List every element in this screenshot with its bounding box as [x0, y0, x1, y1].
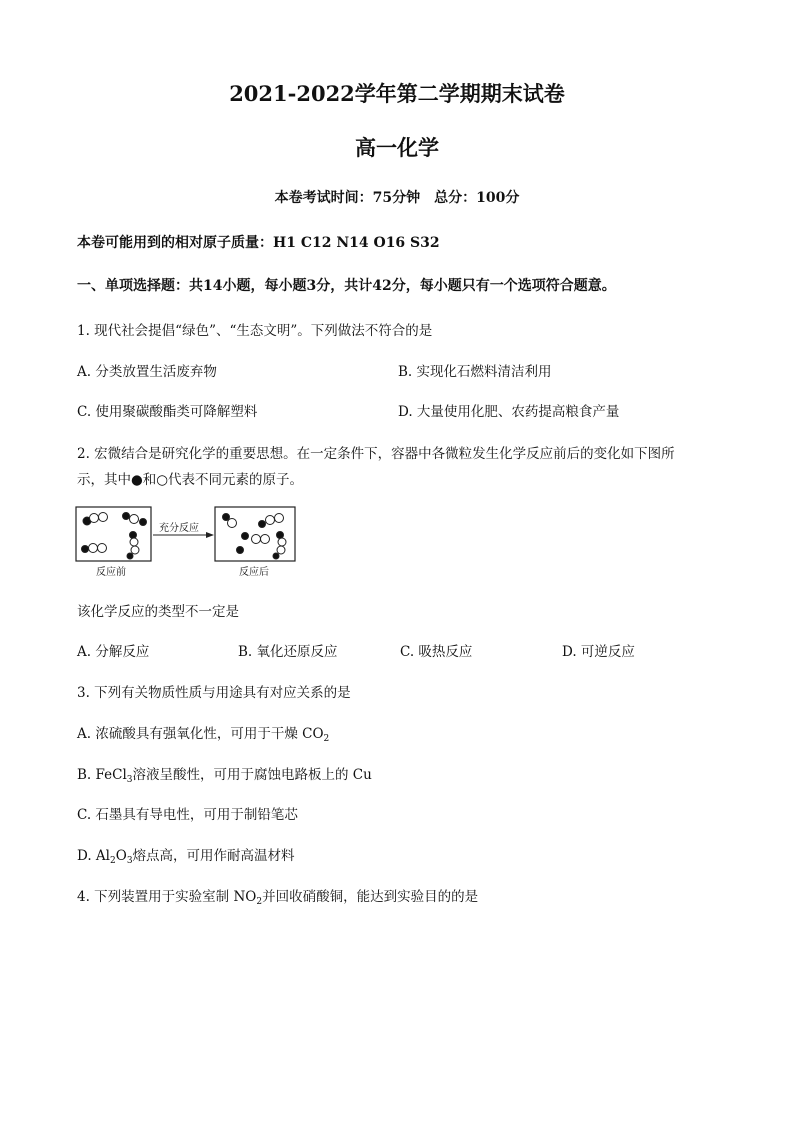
q2-option-d: D. 可逆反应	[562, 644, 635, 660]
q2-stem-line2: 示，其中●和○代表不同元素的原子。	[77, 472, 304, 488]
q3-option-d: D. $Al_2O_3$熔点高，可用作耐高温材料	[77, 848, 295, 866]
after-label: 反应后	[239, 567, 269, 578]
atomic-masses: 本卷可能用到的相对原子质量：H1 C12 N14 O16 S32	[77, 235, 440, 251]
subject-title: 高一化学	[355, 135, 439, 160]
arrow-label: 充分反应	[159, 523, 199, 534]
q3-stem: 3. 下列有关物质性质与用途具有对应关系的是	[77, 685, 351, 701]
section-heading: 一、单项选择题：共14小题，每小题3分，共计42分，每小题只有一个选项符合题意。	[77, 278, 616, 294]
reaction-diagram	[74, 505, 304, 580]
exam-info: 本卷考试时间：75分钟 总分：100分	[274, 190, 520, 206]
q2-option-a: A. 分解反应	[77, 644, 150, 660]
q2-option-c: C. 吸热反应	[400, 644, 473, 660]
q3-option-b: B. FeCl$_3$溶液呈酸性，可用于腐蚀电路板上的 Cu	[77, 767, 372, 785]
q1-option-a: A. 分类放置生活废弃物	[77, 364, 217, 380]
q1-stem: 1. 现代社会提倡“绿色”、“生态文明”。下列做法不符合的是	[77, 323, 433, 339]
before-container	[76, 507, 151, 561]
q3-option-a: A. 浓硫酸具有强氧化性，可用于干燥 $CO_2$	[77, 726, 330, 744]
q4-stem: 4. 下列装置用于实验室制 $NO_2$并回收硝酸铜，能达到实验目的的是	[77, 889, 479, 907]
q2-question: 该化学反应的类型不一定是	[77, 604, 239, 620]
q2-option-b: B. 氧化还原反应	[238, 644, 338, 660]
exam-title: 2021-2022学年第二学期期末试卷	[229, 81, 565, 106]
q3-option-c: C. 石墨具有导电性，可用于制铅笔芯	[77, 807, 298, 823]
before-label: 反应前	[96, 567, 126, 578]
q1-option-c: C. 使用聚碳酸酯类可降解塑料	[77, 404, 258, 420]
q2-stem-line1: 2. 宏微结合是研究化学的重要思想。在一定条件下，容器中各微粒发生化学反应前后的变化如下图所	[77, 446, 675, 462]
q1-option-d: D. 大量使用化肥、农药提高粮食产量	[398, 404, 620, 420]
q1-option-b: B. 实现化石燃料清洁利用	[398, 364, 552, 380]
